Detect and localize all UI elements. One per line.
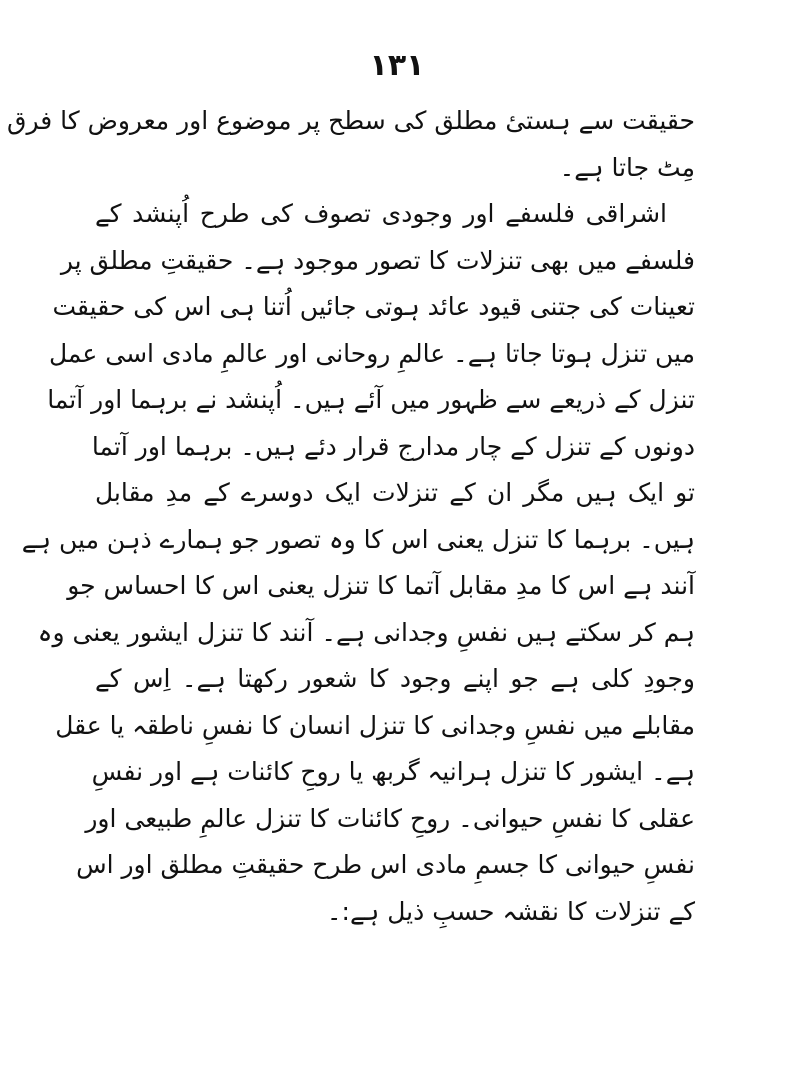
text-line: تعینات کی جتنی قیود عائد ہوتی جائیں اُتنا ہی اس کی حقیقت xyxy=(52,292,695,321)
text-line: دونوں کے تنزل کے چار مدارج قرار دئے ہیں۔ برہما اور آتما xyxy=(91,431,695,461)
text-line: ہیں۔ برہما کا تنزل یعنی اس کا وہ تصور جو ہمارے ذہن میں ہے xyxy=(21,524,695,554)
text-line: آنند ہے اس کا مدِ مقابل آتما کا تنزل یعنی اس کا احساس جو xyxy=(67,571,695,600)
text-line: عقلی کا نفسِ حیوانی۔ روحِ کائنات کا تنزل عالمِ طبیعی اور xyxy=(85,803,695,833)
text-line: وجودِ کلی ہے جو اپنے وجود کا شعور رکھتا ہے۔ اِس کے xyxy=(95,664,695,693)
text-line: مقابلے میں نفسِ وجدانی کا تنزل انسان کا نفسِ ناطقہ یا عقل xyxy=(55,710,695,740)
text-line: میں تنزل ہوتا جاتا ہے۔ عالمِ روحانی اور عالمِ مادی اسی عمل xyxy=(49,338,695,368)
text-line: نفسِ حیوانی کا جسمِ مادی اس طرح حقیقتِ مطلق اور اس xyxy=(76,850,695,879)
paragraph-first-line: اشراقی فلسفے اور وجودی تصوف کی طرح اُپنشد کے xyxy=(95,199,667,228)
page-body-text xyxy=(7,98,695,935)
text-line: ہم کر سکتے ہیں نفسِ وجدانی ہے۔ آنند کا تنزل ایشور یعنی وہ xyxy=(37,617,695,647)
text-line: فلسفے میں بھی تنزلات کا تصور موجود ہے۔ حقیقتِ مطلق پر xyxy=(60,245,695,275)
text-line: حقیقت سے ہستیٔ مطلق کی سطح پر موضوع اور معروض کا فرق xyxy=(7,106,695,135)
text-line: تنزل کے ذریعے سے ظہور میں آئے ہیں۔ اُپنشد نے برہما اور آتما xyxy=(47,385,695,414)
text-line: مِٹ جاتا ہے۔ xyxy=(559,152,695,182)
text-line: تو ایک ہیں مگر ان کے تنزلات ایک دوسرے کے مدِ مقابل xyxy=(95,478,695,507)
text-line: کے تنزلات کا نقشہ حسبِ ذیل ہے:۔ xyxy=(326,896,695,926)
page-number: ۱۳۱ xyxy=(369,48,425,83)
text-line: ہے۔ ایشور کا تنزل ہرانیہ گربھ یا روحِ کائنات ہے اور نفسِ xyxy=(91,757,695,786)
